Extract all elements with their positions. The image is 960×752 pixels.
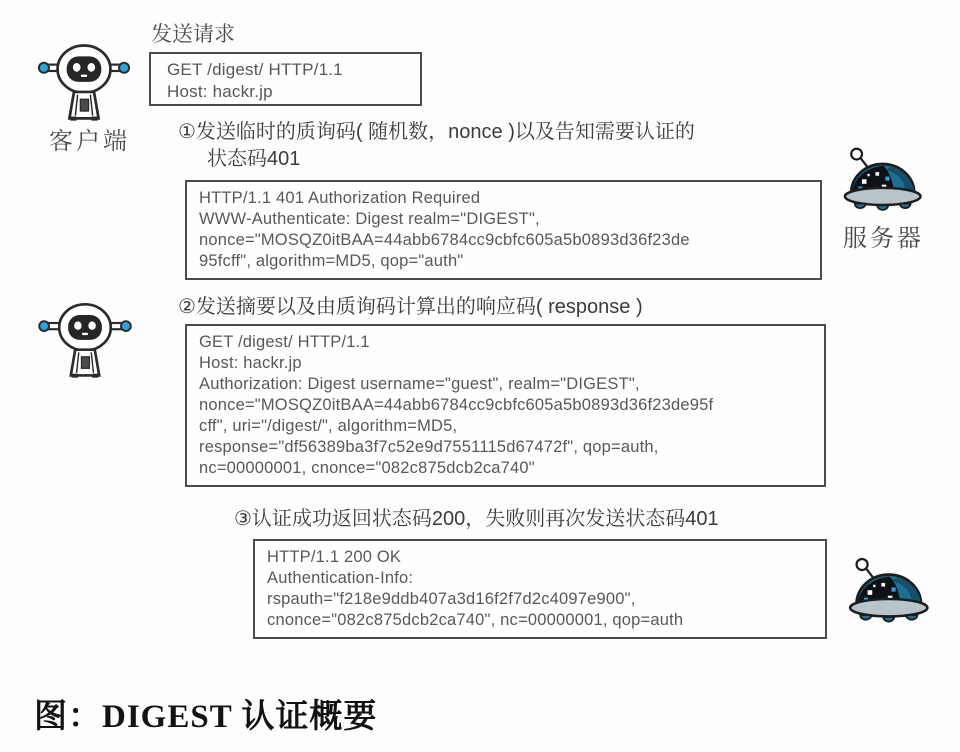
- client-robot-icon: [30, 40, 138, 122]
- http-line: HTTP/1.1 200 OK: [267, 548, 402, 566]
- http-line: GET /digest/ HTTP/1.1: [167, 60, 343, 79]
- step3-text: ③认证成功返回状态码200，失败则再次发送状态码401: [234, 508, 719, 530]
- request-box: [149, 52, 422, 106]
- figure-caption: 图：DIGEST 认证概要: [34, 699, 378, 735]
- http-line: cnonce="082c875dcb2ca740", nc=00000001, qop=auth: [267, 611, 684, 629]
- server-robot-icon: [833, 146, 927, 218]
- http-line: Authentication-Info:: [267, 569, 414, 587]
- step1-text: [178, 119, 695, 173]
- http-line: cff", uri="/digest/", algorithm=MD5,: [199, 417, 458, 435]
- client-robot-icon: [32, 299, 138, 379]
- http-line: nonce="MOSQZ0itBAA=44abb6784cc9cbfc605a5b0893d36f23de95f: [199, 396, 714, 414]
- http-line: rspauth="f218e9ddb407a3d16f2f7d2c4097e900",: [267, 590, 636, 608]
- server-label: 服务器: [843, 225, 924, 252]
- http-line: response="df56389ba3f7c52e9d7551115d67472f", qop=auth,: [199, 438, 659, 456]
- send-request-label: 发送请求: [151, 23, 235, 46]
- http-line: nonce="MOSQZ0itBAA=44abb6784cc9cbfc605a5b0893d36f23de: [199, 231, 690, 249]
- step1-line2: 状态码401: [207, 148, 301, 170]
- response-200-box: [253, 539, 827, 639]
- client-label: 客户端: [49, 128, 130, 155]
- http-line: HTTP/1.1 401 Authorization Required: [199, 189, 481, 207]
- http-line: WWW-Authenticate: Digest realm="DIGEST",: [199, 210, 540, 228]
- step1-line1: ①发送临时的质询码( 随机数，nonce )以及告知需要认证的: [178, 121, 695, 143]
- digest-request-box: [185, 324, 826, 487]
- server-robot-icon: [840, 556, 932, 630]
- step2-text: ②发送摘要以及由质询码计算出的响应码( response ): [178, 296, 643, 318]
- http-line: 95fcff", algorithm=MD5, qop="auth": [199, 252, 464, 270]
- http-line: Host: hackr.jp: [167, 82, 273, 101]
- http-line: GET /digest/ HTTP/1.1: [199, 333, 370, 351]
- response-401-box: [185, 180, 822, 280]
- http-line: Authorization: Digest username="guest", realm="DIGEST",: [199, 375, 640, 393]
- http-line: Host: hackr.jp: [199, 354, 302, 372]
- http-line: nc=00000001, cnonce="082c875dcb2ca740": [199, 459, 535, 477]
